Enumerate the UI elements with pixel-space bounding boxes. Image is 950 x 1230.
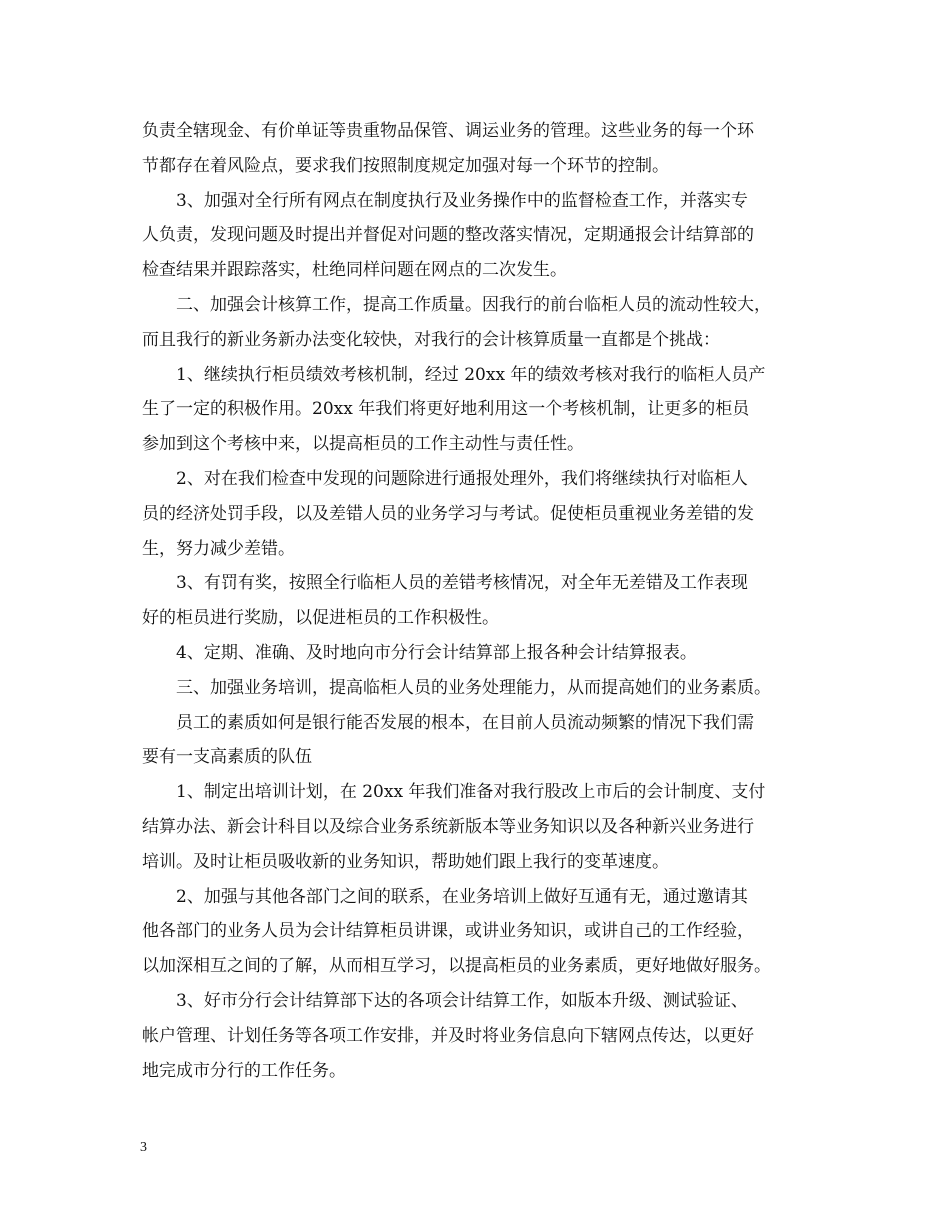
text-line: 3、有罚有奖，按照全行临柜人员的差错考核情况，对全年无差错及工作表现 — [142, 573, 748, 594]
text-line: 1、继续执行柜员绩效考核机制，经过 20xx 年的绩效考核对我行的临柜人员产 — [142, 364, 766, 385]
text-line: 三、加强业务培训，提高临柜人员的业务处理能力，从而提高她们的业务素质。 — [142, 677, 771, 698]
text-line: 结算办法、新会计科目以及综合业务系统新版本等业务知识以及各种新兴业务进行 — [142, 816, 754, 837]
text-line: 节都存在着风险点，要求我们按照制度规定加强对每一个环节的控制。 — [142, 155, 669, 176]
text-line: 帐户管理、计划任务等各项工作安排，并及时将业务信息向下辖网点传达，以更好 — [142, 1025, 754, 1046]
text-line: 2、加强与其他各部门之间的联系，在业务培训上做好互通有无，通过邀请其 — [142, 886, 748, 907]
text-line: 3、加强对全行所有网点在制度执行及业务操作中的监督检查工作，并落实专 — [142, 190, 748, 211]
text-line: 地完成市分行的工作任务。 — [142, 1060, 346, 1081]
text-line: 1、制定出培训计划，在 20xx 年我们准备对我行股改上市后的会计制度、支付 — [142, 782, 766, 803]
document-body — [142, 114, 822, 1088]
text-line: 要有一支高素质的队伍 — [142, 747, 312, 768]
page-number: 3 — [140, 1140, 147, 1155]
text-line: 他各部门的业务人员为会计结算柜员讲课，或讲业务知识，或讲自己的工作经验， — [142, 921, 754, 942]
text-line: 员工的素质如何是银行能否发展的根本，在目前人员流动频繁的情况下我们需 — [142, 712, 754, 733]
text-line: 2、对在我们检查中发现的问题除进行通报处理外，我们将继续执行对临柜人 — [142, 468, 748, 489]
text-line: 以加深相互之间的了解，从而相互学习，以提高柜员的业务素质，更好地做好服务。 — [142, 956, 771, 977]
text-line: 二、加强会计核算工作，提高工作质量。因我行的前台临柜人员的流动性较大， — [142, 294, 771, 315]
text-line: 生了一定的积极作用。20xx 年我们将更好地利用这一个考核机制，让更多的柜员 — [142, 399, 750, 420]
text-line: 员的经济处罚手段，以及差错人员的业务学习与考试。促使柜员重视业务差错的发 — [142, 503, 754, 524]
text-line: 参加到这个考核中来，以提高柜员的工作主动性与责任性。 — [142, 434, 584, 455]
text-line: 3、好市分行会计结算部下达的各项会计结算工作，如版本升级、测试验证、 — [142, 990, 748, 1011]
text-line: 好的柜员进行奖励，以促进柜员的工作积极性。 — [142, 608, 499, 629]
text-line: 生，努力减少差错。 — [142, 538, 295, 559]
text-line: 负责全辖现金、有价单证等贵重物品保管、调运业务的管理。这些业务的每一个环 — [142, 121, 754, 141]
text-line: 培训。及时让柜员吸收新的业务知识，帮助她们跟上我行的变革速度。 — [142, 851, 669, 872]
text-line: 人负责，发现问题及时提出并督促对问题的整改落实情况，定期通报会计结算部的 — [142, 225, 754, 246]
text-line: 检查结果并跟踪落实，杜绝同样问题在网点的二次发生。 — [142, 260, 567, 281]
text-line: 4、定期、准确、及时地向市分行会计结算部上报各种会计结算报表。 — [142, 642, 697, 663]
text-line: 而且我行的新业务新办法变化较快，对我行的会计核算质量一直都是个挑战： — [142, 329, 720, 350]
